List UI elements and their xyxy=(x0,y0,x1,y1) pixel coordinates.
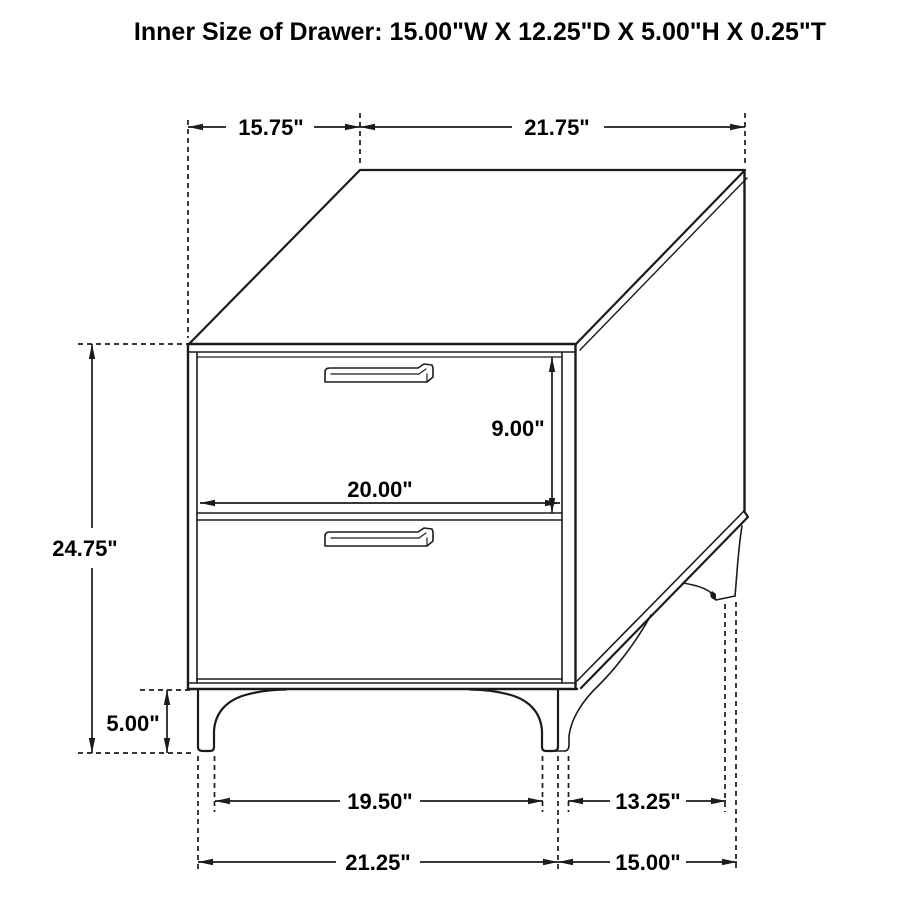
dim-inner-width-label: 20.00" xyxy=(347,477,413,502)
dim-top-width-label: 21.75" xyxy=(524,115,590,140)
dim-front-base-width-label: 21.25" xyxy=(345,850,411,875)
dim-side-legs-span-label: 13.25" xyxy=(615,789,681,814)
dim-overall-height-label: 24.75" xyxy=(52,536,118,561)
top-face xyxy=(188,170,747,352)
dim-top-depth-label: 15.75" xyxy=(238,115,304,140)
right-side-panel xyxy=(577,171,748,688)
dim-drawer-height-label: 9.00" xyxy=(491,416,545,441)
drawer-2-handle xyxy=(325,528,433,546)
cabinet-drawing xyxy=(188,170,748,751)
leg-height-dimension xyxy=(106,690,193,753)
top-dimensions xyxy=(188,113,745,338)
dim-side-base-depth-label: 15.00" xyxy=(615,850,681,875)
drawer-height-dimension xyxy=(491,357,555,513)
drawer-2-front xyxy=(197,520,562,679)
overall-height-dimension xyxy=(52,344,195,753)
dim-leg-height-label: 5.00" xyxy=(106,711,160,736)
front-right-leg xyxy=(470,690,558,752)
dim-front-legs-inner-label: 19.50" xyxy=(347,789,413,814)
base-dimensions xyxy=(198,602,737,875)
inner-width-dimension xyxy=(200,477,560,506)
drawer-1-handle xyxy=(325,364,433,382)
front-left-leg xyxy=(198,690,286,752)
page-title: Inner Size of Drawer: 15.00"W X 12.25"D X 5.00"H X 0.25"T xyxy=(133,18,827,46)
front-face-frame xyxy=(188,344,577,689)
